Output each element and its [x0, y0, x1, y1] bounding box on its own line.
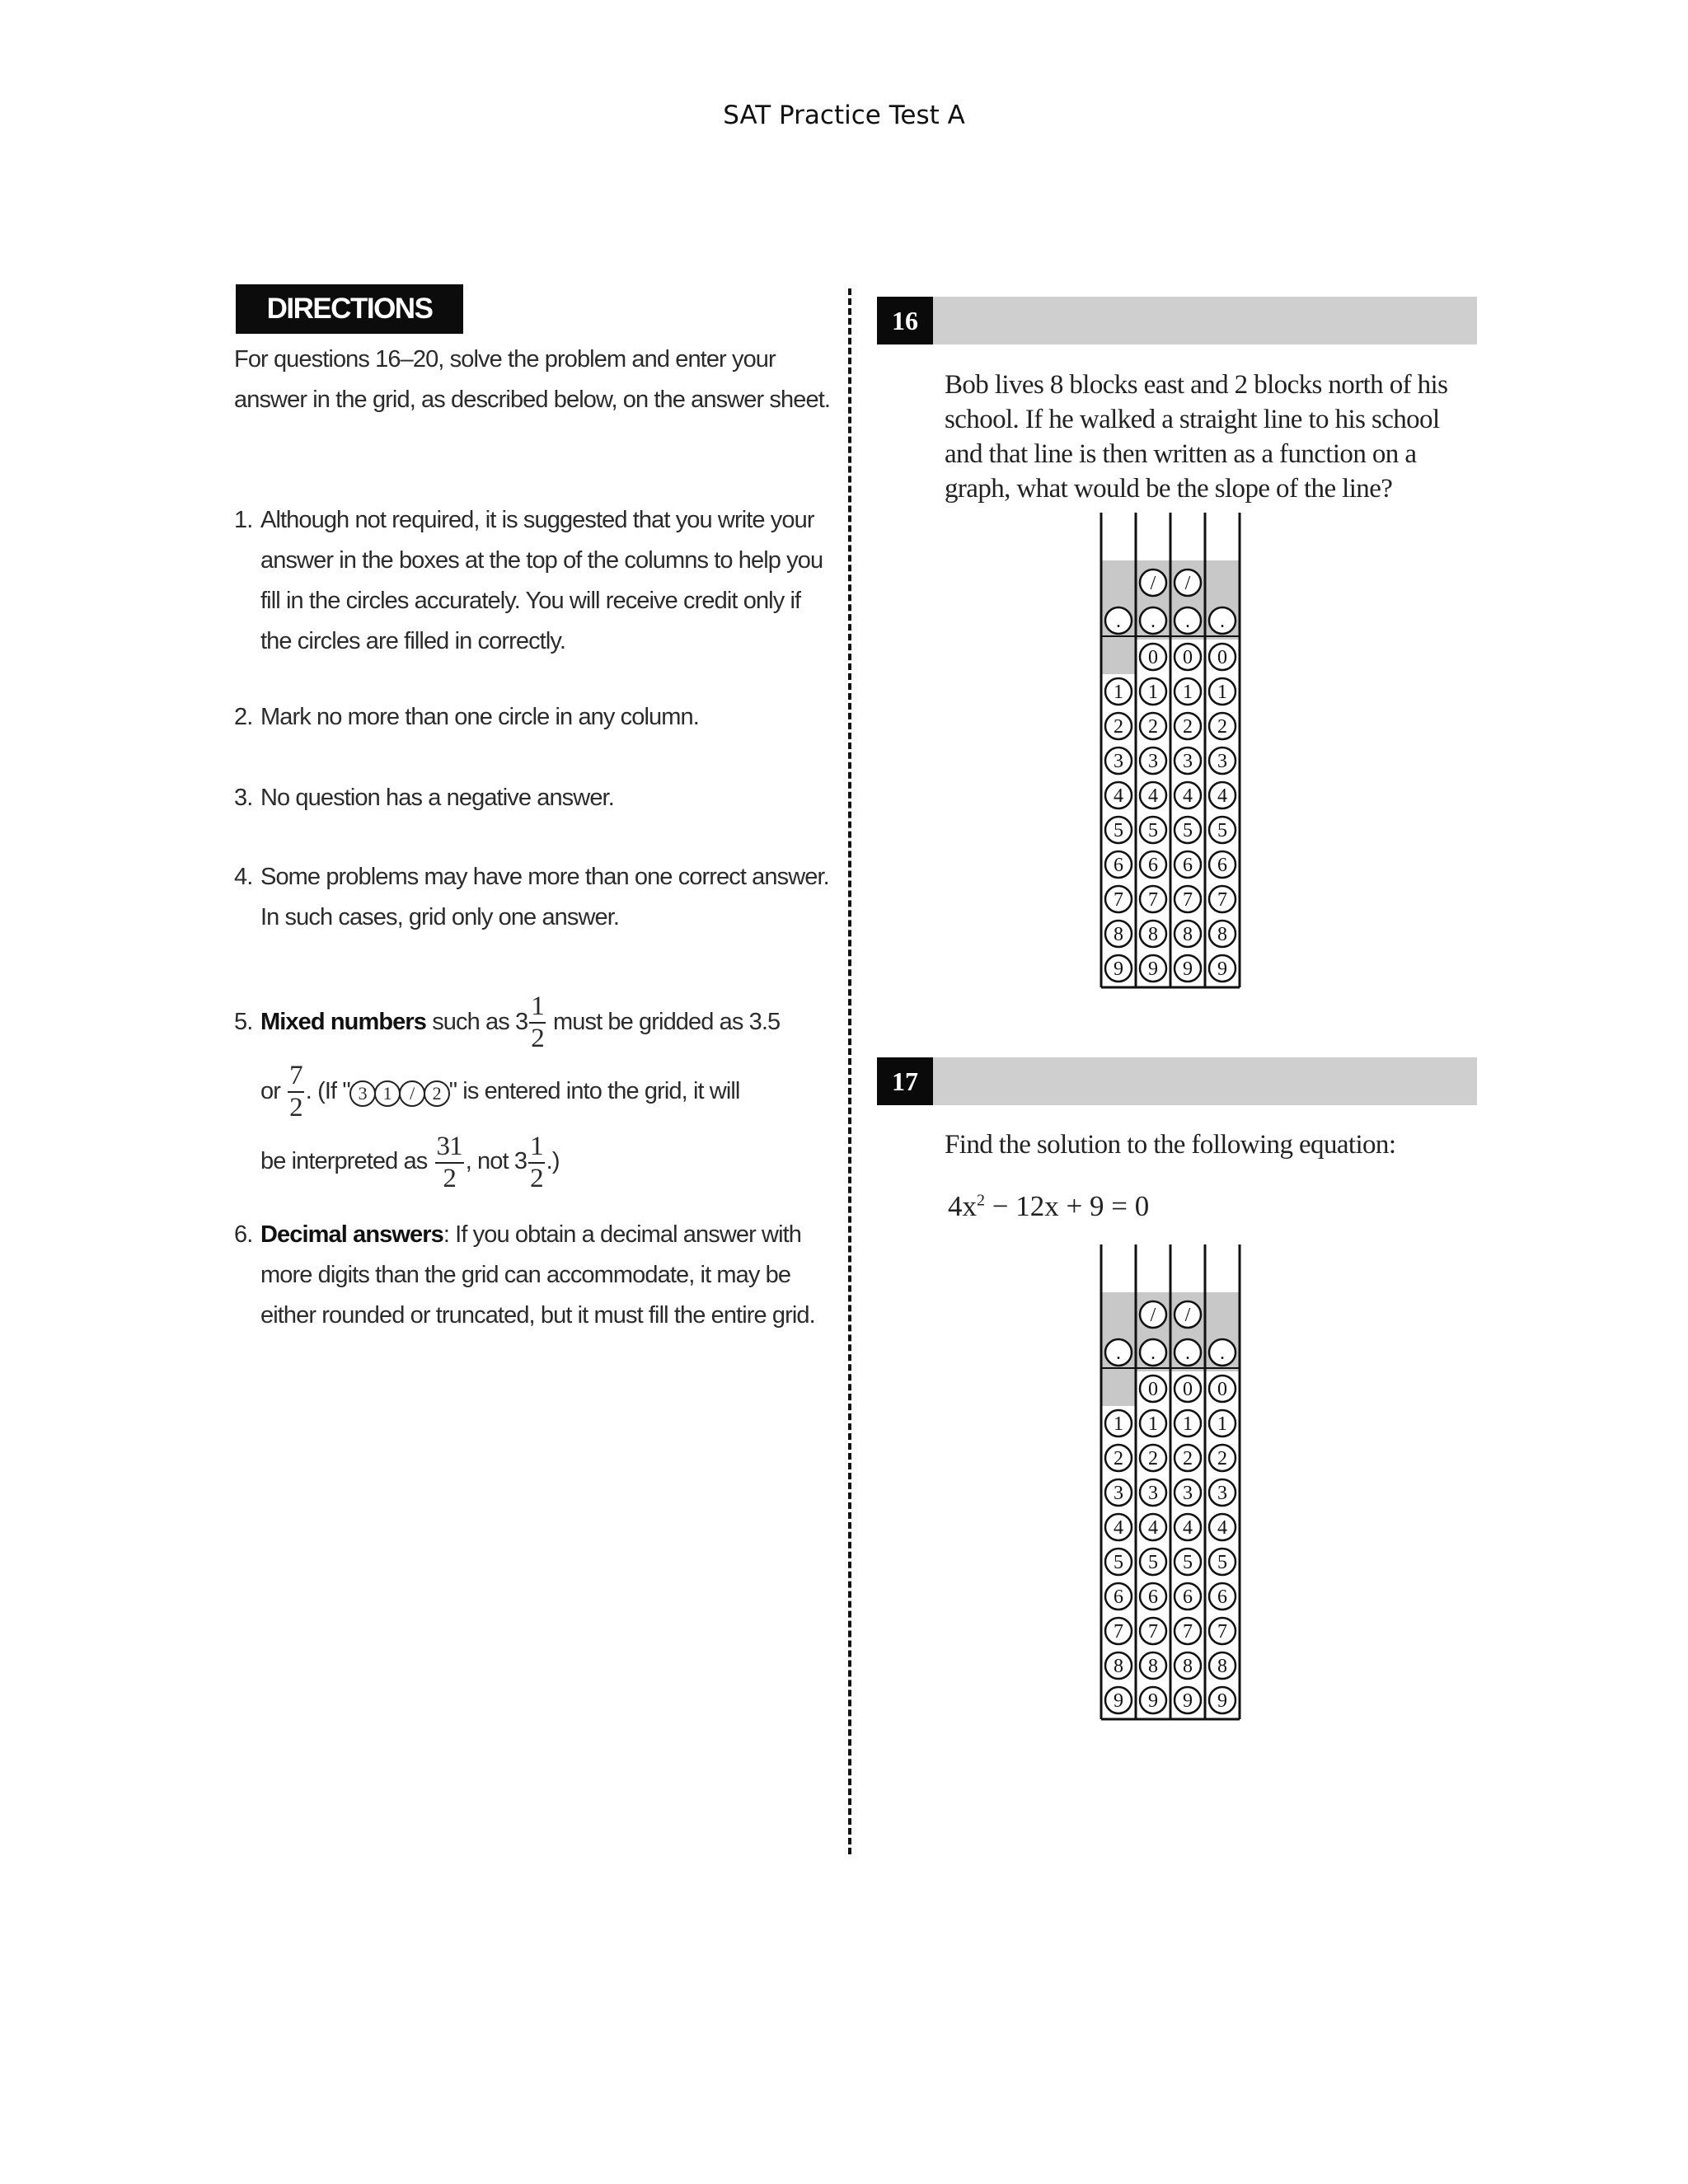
digit-bubble-label: 9: [1148, 1690, 1158, 1712]
digit-bubble-label: 0: [1183, 1379, 1193, 1400]
numerator: 31: [435, 1133, 464, 1164]
item-number: 2.: [234, 704, 253, 730]
digit-bubble-label: 8: [1114, 924, 1123, 945]
digit-bubble-label: 0: [1148, 647, 1158, 668]
grid-zero-shade: [1101, 640, 1136, 674]
decimal-bubble-label: .: [1116, 1343, 1121, 1364]
digit-bubble-label: 2: [1217, 1448, 1227, 1469]
digit-bubble-label: 6: [1148, 1586, 1158, 1608]
equation-rest: − 12x + 9 = 0: [985, 1190, 1150, 1222]
digit-bubble-label: 5: [1217, 1552, 1227, 1573]
direction-item-5: [234, 987, 836, 1196]
digit-bubble-label: 9: [1183, 1690, 1193, 1712]
digit-bubble-label: 2: [1217, 716, 1227, 738]
grid-zero-shade: [1101, 1371, 1136, 1406]
digit-bubble-label: 4: [1217, 1517, 1227, 1539]
digit-bubble-label: 5: [1183, 1552, 1193, 1573]
fraction-one-half: [529, 993, 546, 1052]
digit-bubble-label: 6: [1148, 855, 1158, 876]
decimal-bubble-label: .: [1220, 611, 1225, 632]
text-run: : If you obtain a decimal answer with more digits than the grid can accommodate, it may be either rounded or truncated, but it must fill the entire grid.: [260, 1221, 815, 1329]
digit-bubble-label: 7: [1217, 1621, 1227, 1643]
digit-bubble-label: 6: [1114, 1586, 1123, 1608]
digit-bubble-label: 4: [1183, 785, 1193, 807]
digit-bubble-label: 6: [1183, 855, 1193, 876]
page-header: SAT Practice Test A: [723, 101, 965, 130]
bubble-char: 3: [349, 1080, 376, 1107]
digit-bubble-label: 3: [1114, 1483, 1123, 1504]
item-number: 5.: [234, 1009, 253, 1035]
digit-bubble-label: 5: [1183, 820, 1193, 841]
directions-intro: For questions 16–20, solve the problem and enter your answer in the grid, as described below, on the answer sheet.: [234, 346, 831, 413]
question-17-header: [877, 1057, 1477, 1105]
directions-badge: DIRECTIONS: [236, 284, 463, 334]
digit-bubble-label: 1: [1114, 682, 1123, 703]
digit-bubble-label: 0: [1148, 1379, 1158, 1400]
text-run: such as: [432, 1009, 509, 1035]
digit-bubble-label: 5: [1114, 820, 1123, 841]
digit-bubble-label: 7: [1183, 889, 1193, 911]
digit-bubble-label: 1: [1148, 682, 1158, 703]
text-run: or: [260, 1078, 280, 1104]
numerator: 1: [529, 993, 546, 1024]
digit-bubble-label: 6: [1114, 855, 1123, 876]
digit-bubble-label: 5: [1148, 1552, 1158, 1573]
grid-svg[interactable]: [1100, 513, 1241, 989]
bubble-char: /: [399, 1080, 425, 1107]
digit-bubble-label: 8: [1217, 924, 1227, 945]
question-16-text: Bob lives 8 blocks east and 2 blocks north of his school. If he walked a straight line to his school and that line is then written as a function on a graph, what would be the slope of the line?: [945, 370, 1448, 504]
digit-bubble-label: 7: [1114, 889, 1123, 911]
slash-bubble-label: /: [1184, 1305, 1191, 1326]
text-run: .): [546, 1148, 560, 1175]
digit-bubble-label: 1: [1114, 1413, 1123, 1435]
equation: [948, 1190, 1149, 1223]
digit-bubble-label: 4: [1148, 1517, 1158, 1539]
answer-grid-17[interactable]: [1100, 1244, 1240, 1721]
text-run: " is entered into the grid, it will: [448, 1078, 740, 1104]
digit-bubble-label: 5: [1217, 820, 1227, 841]
digit-bubble-label: 3: [1183, 751, 1193, 772]
digit-bubble-label: 3: [1114, 751, 1123, 772]
digit-bubble-label: 1: [1183, 1413, 1193, 1435]
direction-item-2: [234, 697, 836, 738]
numerator: 7: [288, 1062, 304, 1093]
answer-grid-16[interactable]: [1100, 513, 1240, 989]
question-number: 16: [877, 297, 933, 344]
digit-bubble-label: 9: [1148, 958, 1158, 980]
slash-bubble-label: /: [1184, 573, 1191, 594]
fraction-thirty-one-halves: [435, 1133, 464, 1193]
denominator: 2: [530, 1163, 543, 1193]
digit-bubble-label: 4: [1114, 785, 1123, 807]
equation-term: 4x: [948, 1190, 977, 1222]
digit-bubble-label: 3: [1217, 751, 1227, 772]
digit-bubble-label: 6: [1183, 1586, 1193, 1608]
decimal-bubble-label: .: [1220, 1343, 1225, 1364]
question-17-text: Find the solution to the following equation:: [945, 1130, 1396, 1160]
digit-bubble-label: 3: [1217, 1483, 1227, 1504]
digit-bubble-label: 2: [1183, 1448, 1193, 1469]
mixed-whole: 3: [515, 1009, 528, 1035]
fraction-seven-halves: [288, 1062, 304, 1122]
digit-bubble-label: 7: [1114, 1621, 1123, 1643]
digit-bubble-label: 2: [1114, 716, 1123, 738]
digit-bubble-label: 0: [1217, 1379, 1227, 1400]
direction-item-4: [234, 857, 836, 938]
decimal-bubble-label: .: [1185, 611, 1190, 632]
digit-bubble-label: 3: [1183, 1483, 1193, 1504]
bubble-char: 2: [424, 1080, 450, 1107]
item-number: 4.: [234, 864, 253, 890]
decimal-bubble-label: .: [1116, 611, 1121, 632]
question-number: 17: [877, 1057, 933, 1105]
digit-bubble-label: 4: [1148, 785, 1158, 807]
digit-bubble-label: 1: [1217, 682, 1227, 703]
digit-bubble-label: 3: [1148, 1483, 1158, 1504]
fraction-one-half: [528, 1133, 545, 1193]
column-divider: [848, 288, 851, 1854]
text-run: must be gridded as 3.5: [553, 1009, 781, 1035]
mixed-whole: 3: [513, 1148, 528, 1175]
denominator: 2: [443, 1163, 456, 1193]
digit-bubble-label: 8: [1114, 1656, 1123, 1677]
digit-bubble-label: 7: [1217, 889, 1227, 911]
item-number: 3.: [234, 785, 253, 811]
digit-bubble-label: 4: [1183, 1517, 1193, 1539]
digit-bubble-label: 7: [1183, 1621, 1193, 1643]
direction-item-6: [234, 1215, 836, 1336]
item-text: No question has a negative answer.: [260, 785, 614, 811]
digit-bubble-label: 2: [1183, 716, 1193, 738]
digit-bubble-label: 8: [1183, 1656, 1193, 1677]
digit-bubble-label: 1: [1148, 1413, 1158, 1435]
item-text: Although not required, it is suggested that you write your answer in the boxes at the top of the columns to help you fill in the circles accurately. You will receive credit only if the circles are filled in correctly.: [260, 507, 823, 654]
digit-bubble-label: 9: [1217, 958, 1227, 980]
decimal-bubble-label: .: [1151, 1343, 1156, 1364]
digit-bubble-label: 5: [1148, 820, 1158, 841]
text-run: , not: [465, 1148, 509, 1175]
direction-item-3: [234, 778, 836, 818]
item-text: [260, 987, 836, 1196]
digit-bubble-label: 4: [1217, 785, 1227, 807]
digit-bubble-label: 6: [1217, 1586, 1227, 1608]
digit-bubble-label: 0: [1217, 647, 1227, 668]
bubbled-entry: [350, 1057, 449, 1127]
direction-item-1: [234, 500, 836, 662]
bold-term: Decimal answers: [260, 1221, 443, 1248]
text-run: . (If ": [305, 1078, 350, 1104]
digit-bubble-label: 4: [1114, 1517, 1123, 1539]
digit-bubble-label: 2: [1148, 1448, 1158, 1469]
digit-bubble-label: 0: [1183, 647, 1193, 668]
digit-bubble-label: 8: [1217, 1656, 1227, 1677]
denominator: 2: [531, 1024, 544, 1054]
item-text: [260, 1215, 836, 1336]
question-16-header: [877, 297, 1477, 344]
digit-bubble-label: 9: [1217, 1690, 1227, 1712]
digit-bubble-label: 2: [1148, 716, 1158, 738]
digit-bubble-label: 5: [1114, 1552, 1123, 1573]
text-run: be interpreted as: [260, 1148, 428, 1175]
digit-bubble-label: 2: [1114, 1448, 1123, 1469]
item-number: 1.: [234, 507, 253, 533]
grid-svg[interactable]: [1100, 1244, 1241, 1721]
digit-bubble-label: 8: [1183, 924, 1193, 945]
decimal-bubble-label: .: [1185, 1343, 1190, 1364]
digit-bubble-label: 9: [1114, 958, 1123, 980]
digit-bubble-label: 8: [1148, 1656, 1158, 1677]
equation-exponent: 2: [977, 1191, 985, 1210]
bold-term: Mixed numbers: [260, 1009, 427, 1035]
decimal-bubble-label: .: [1151, 611, 1156, 632]
item-text: Mark no more than one circle in any column.: [260, 704, 699, 730]
numerator: 1: [528, 1133, 545, 1164]
digit-bubble-label: 1: [1217, 1413, 1227, 1435]
digit-bubble-label: 9: [1114, 1690, 1123, 1712]
item-text: Some problems may have more than one correct answer. In such cases, grid only one answer.: [260, 864, 829, 930]
digit-bubble-label: 7: [1148, 889, 1158, 911]
bubble-char: 1: [374, 1080, 401, 1107]
item-number: 6.: [234, 1221, 253, 1248]
digit-bubble-label: 1: [1183, 682, 1193, 703]
denominator: 2: [289, 1093, 302, 1123]
digit-bubble-label: 7: [1148, 1621, 1158, 1643]
slash-bubble-label: /: [1150, 573, 1156, 594]
slash-bubble-label: /: [1150, 1305, 1156, 1326]
digit-bubble-label: 3: [1148, 751, 1158, 772]
digit-bubble-label: 8: [1148, 924, 1158, 945]
digit-bubble-label: 6: [1217, 855, 1227, 876]
digit-bubble-label: 9: [1183, 958, 1193, 980]
